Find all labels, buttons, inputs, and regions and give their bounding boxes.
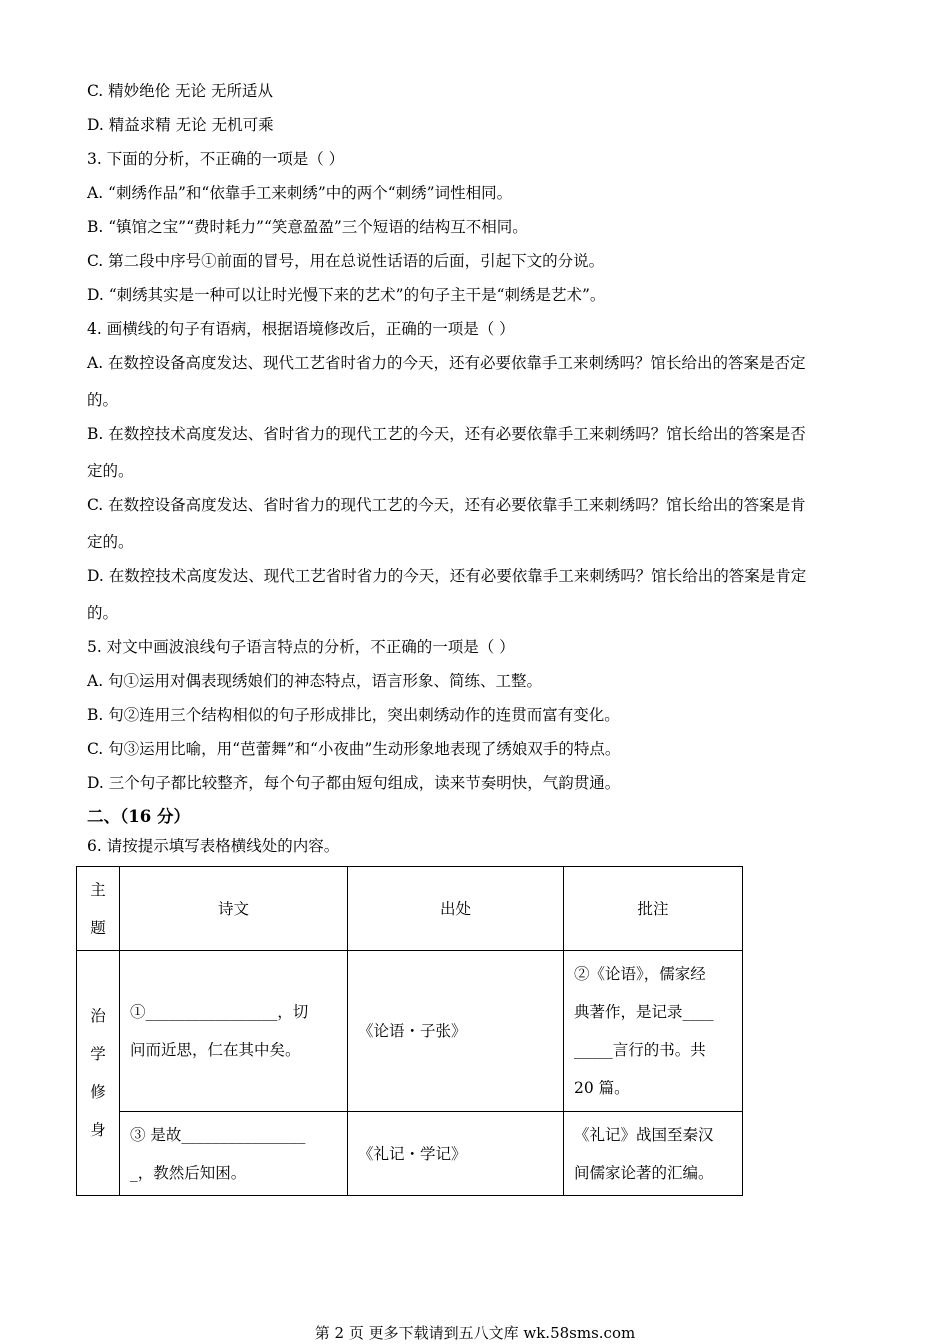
line-q5: 5. 对文中画波浪线句子语言特点的分析，不正确的一项是（ ） [87,638,515,656]
line-q4d2: 的。 [87,604,119,622]
table-row [77,1112,743,1196]
line-q4b1: B. 在数控技术高度发达、省时省力的现代工艺的今天，还有必要依靠手工来刺绣吗？馆长给出的答案是否 [87,425,806,443]
line-q3d: D. “刺绣其实是一种可以让时光慢下来的艺术”的句子主干是“刺绣是艺术”。 [87,286,606,304]
theme-cell: 治 学 修 身 [77,951,120,1196]
line-q5d: D. 三个句子都比较整齐，每个句子都由短句组成，读来节奏明快，气韵贯通。 [87,774,621,792]
header-poem: 诗文 [120,867,348,951]
poem-cell-2: ③ 是故________________ _，教然后知困。 [120,1112,348,1196]
table-row [77,951,743,1112]
table-header-row [77,867,743,951]
line-q4d1: D. 在数控技术高度发达、现代工艺省时省力的今天，还有必要依靠手工来刺绣吗？馆长给出的答案是肯定 [87,567,807,585]
line-q4: 4. 画横线的句子有语病，根据语境修改后，正确的一项是（ ） [87,320,515,338]
note-cell-1: ②《论语》，儒家经 典著作，是记录____ _____言行的书。共 20 篇。 [564,951,743,1112]
line-c-opt: C. 精妙绝伦 无论 无所适从 [87,82,274,100]
line-q3: 3. 下面的分析，不正确的一项是（ ） [87,150,345,168]
line-q5b: B. 句②连用三个结构相似的句子形成排比，突出刺绣动作的连贯而富有变化。 [87,706,620,724]
line-q4c2: 定的。 [87,533,134,551]
line-q5c: C. 句③运用比喻，用“芭蕾舞”和“小夜曲”生动形象地表现了绣娘双手的特点。 [87,740,621,758]
line-q4c1: C. 在数控设备高度发达、省时省力的现代工艺的今天，还有必要依靠手工来刺绣吗？馆长给出的答案是肯 [87,496,806,514]
source-cell-2: 《礼记・学记》 [348,1112,564,1196]
line-q4b2: 定的。 [87,462,134,480]
poem-cell-1: ①_________________，切 问而近思，仁在其中矣。 [120,951,348,1112]
question-6: 6. 请按提示填写表格横线处的内容。 [87,837,340,855]
poem-table [76,866,743,1196]
line-q4a1: A. 在数控设备高度发达、现代工艺省时省力的今天，还有必要依靠手工来刺绣吗？馆长给出的答案是否定 [87,354,806,372]
page-footer: 第 2 页 更多下载请到五八文库 wk.58sms.com [314,1324,636,1342]
line-q5a: A. 句①运用对偶表现绣娘们的神态特点，语言形象、简练、工整。 [87,672,543,690]
section-title: 二、（16 分） [87,807,190,826]
line-q3c: C. 第二段中序号①前面的冒号，用在总说性话语的后面，引起下文的分说。 [87,252,605,270]
header-note: 批注 [564,867,743,951]
source-cell-1: 《论语・子张》 [348,951,564,1112]
header-theme: 主 题 [77,867,120,951]
line-q4a2: 的。 [87,391,119,409]
header-source: 出处 [348,867,564,951]
line-q3a: A. “刺绣作品”和“依靠手工来刺绣”中的两个“刺绣”词性相同。 [87,184,513,202]
line-d-opt: D. 精益求精 无论 无机可乘 [87,116,274,134]
line-q3b: B. “镇馆之宝”“费时耗力”“笑意盈盈”三个短语的结构互不相同。 [87,218,528,236]
note-cell-2: 《礼记》战国至秦汉 间儒家论著的汇编。 [564,1112,743,1196]
